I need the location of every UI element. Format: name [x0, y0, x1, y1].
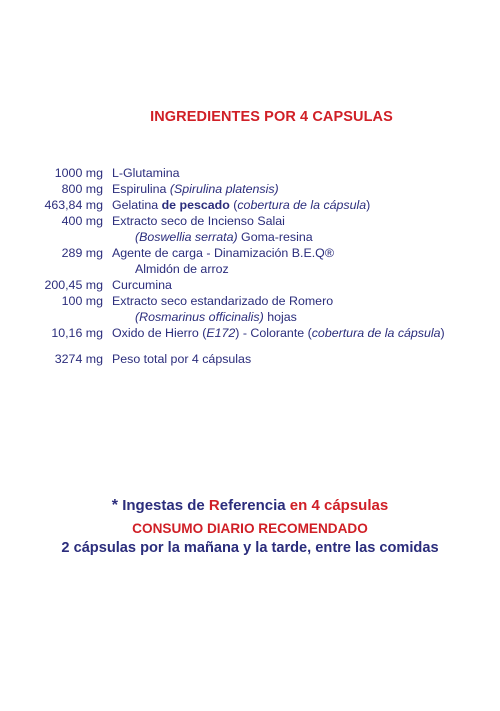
- ingredient-row-romero-cont: [0, 309, 500, 325]
- ingredient-quantity: 289 mg: [61, 246, 103, 260]
- total-weight-row: [0, 351, 500, 367]
- ingredient-name: Espirulina (Spirulina platensis): [112, 182, 279, 196]
- ingredient-quantity: 10,16 mg: [51, 326, 103, 340]
- page-title: INGREDIENTES POR 4 CAPSULAS: [150, 109, 393, 125]
- dosage-instructions: 2 cápsulas por la mañana y la tarde, entre las comidas: [61, 540, 439, 556]
- ingredient-row-romero: [0, 293, 500, 309]
- ingredient-name-continuation: (Rosmarinus officinalis) hojas: [135, 310, 297, 324]
- ingredients-table: [0, 165, 500, 367]
- ingredient-row-incienso: [0, 213, 500, 229]
- total-weight-quantity: 3274 mg: [54, 352, 103, 366]
- ingredient-row-glutamina: [0, 165, 500, 181]
- ingredient-name: Gelatina de pescado (cobertura de la cápsula): [112, 198, 371, 212]
- ingredient-row-oxido-hierro: [0, 325, 500, 341]
- ingredient-name: Oxido de Hierro (E172) - Colorante (cobertura de la cápsula): [112, 326, 445, 340]
- ingredient-quantity: 800 mg: [61, 182, 103, 196]
- ingredient-row-curcumina: [0, 277, 500, 293]
- ingredient-name: Extracto seco estandarizado de Romero: [112, 294, 334, 308]
- ingredient-name: Agente de carga - Dinamización B.E.Q®: [112, 246, 334, 260]
- ingredient-name-continuation: Almidón de arroz: [135, 262, 229, 276]
- ingredient-row-espirulina: [0, 181, 500, 197]
- ingredient-row-agente: [0, 245, 500, 261]
- ingredient-quantity: 200,45 mg: [44, 278, 103, 292]
- ingredient-row-agente-cont: [0, 261, 500, 277]
- ingredient-row-gelatina: [0, 197, 500, 213]
- reference-intake-heading: * Ingestas de Referencia en 4 cápsulas: [111, 497, 389, 514]
- ingredient-quantity: 1000 mg: [54, 166, 103, 180]
- ingredient-name-continuation: (Boswellia serrata) Goma-resina: [135, 230, 313, 244]
- asterisk-icon: *: [111, 497, 119, 514]
- daily-consumption-heading: CONSUMO DIARIO RECOMENDADO: [132, 521, 368, 536]
- ingredient-name: Extracto seco de Incienso Salai: [112, 214, 285, 228]
- ingredient-quantity: 100 mg: [61, 294, 103, 308]
- ingredient-quantity: 463,84 mg: [44, 198, 103, 212]
- ingredient-quantity: 400 mg: [61, 214, 103, 228]
- ingredient-name: L-Glutamina: [112, 166, 180, 180]
- ingredient-name: Curcumina: [112, 278, 172, 292]
- total-weight-label: Peso total por 4 cápsulas: [112, 352, 252, 366]
- ingredient-row-incienso-cont: [0, 229, 500, 245]
